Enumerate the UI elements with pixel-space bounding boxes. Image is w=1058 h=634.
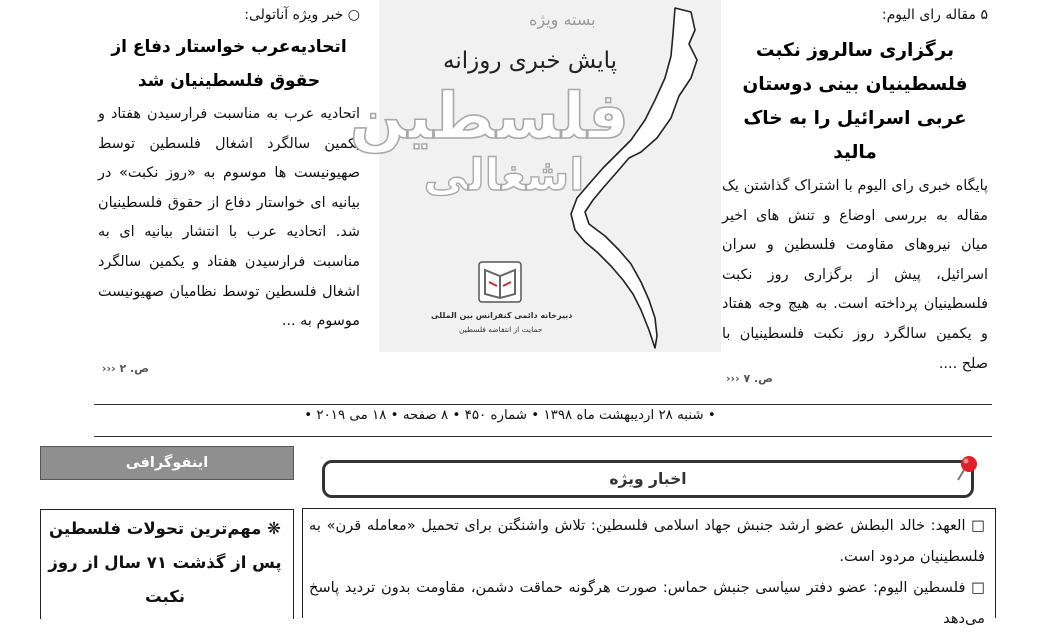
left-article [98, 4, 360, 337]
book-hands-logo-icon [479, 262, 521, 302]
cover-tag: بسته ویژه [529, 10, 596, 29]
cover-title-line1: فلسطین [349, 80, 629, 154]
special-news-box [302, 508, 996, 627]
cover-image [349, 0, 721, 352]
cover-org-line1: دبیرخانه دائمی کنفرانس بین المللی [431, 311, 573, 320]
left-article-kicker: ○ خبر ویژه آناتولی: [244, 7, 360, 23]
right-article-kicker: ۵ مقاله رای الیوم: [881, 7, 988, 23]
left-article-page-link[interactable]: ››› ص. ۲ [102, 362, 149, 375]
news-item[interactable]: □ العهد: خالد البطش عضو ارشد جنبش جهاد اسلامی فلسطین: تلاش واشنگتن برای تحمیل «معامله قرن» به فلسطینیان مردود است. [309, 517, 985, 565]
infographic-box [40, 509, 294, 619]
cover-title-line2: اشغالی [423, 150, 585, 201]
right-article-headline[interactable]: برگزاری سالروز نکبت فلسطینیان بینی دوستان عربی اسرائیل را به خاک مالید [742, 40, 968, 163]
infographic-title[interactable]: ❋ مهم‌ترین تحولات فلسطین پس از گذشت ۷۱ سال از روز نکبت [48, 519, 282, 606]
right-article [722, 4, 988, 379]
cover-subtitle: پایش خبری روزانه [443, 48, 618, 74]
right-article-body: پایگاه خبری رای الیوم با اشتراک گذاشتن یک مقاله به بررسی اوضاع و تنش های اخیر میان نیروهای مقاومت فلسطین و سران اسرائیل، پیش از برگزاری روز نکبت فلسطینیان پرداخته است. به هیچ وجه هفتاد و یکمین سالگرد روز نکبت فلسطینیان با صلح .... [722, 178, 988, 372]
red-pushpin-icon [954, 452, 982, 484]
special-news-header[interactable]: اخبار ویژه [322, 460, 974, 498]
left-article-headline[interactable]: اتحادیه‌عرب خواستار دفاع از حقوق فلسطینیان شد [111, 37, 347, 91]
right-article-page-link[interactable]: ››› ص. ۷ [726, 372, 773, 385]
left-article-body: اتحادیه عرب به مناسبت فرارسیدن هفتاد و یکمین سالگرد اشغال فلسطین توسط صهیونیست ها موسوم به «روز نکبت» در بیانیه ای خواستار دفاع از حقوق فلسطینیان شد. اتحادیه عرب با انتشار بیانیه ای به مناسبت فرارسیدن هفتاد و یکمین سالگرد اشغال فلسطین توسط نظامیان صهیونیست موسوم به ... [98, 106, 360, 330]
dateline-bottom-rule [94, 436, 992, 437]
dateline-top-rule [94, 404, 992, 405]
news-item[interactable]: □ فلسطین الیوم: عضو دفتر سیاسی جنبش حماس: صورت هرگونه حماقت دشمن، مقاومت بدون تردید پاسخ می‌دهد [309, 579, 985, 627]
cover-org-line2: حمایت از انتفاضه فلسطین [459, 325, 543, 334]
dateline: • شنبه ۲۸ اردیبهشت ماه ۱۳۹۸ • شماره ۴۵۰ • ۸ صفحه • ۱۸ می ۲۰۱۹ • [304, 408, 716, 423]
infographic-header[interactable]: اینفوگرافی [40, 446, 294, 480]
